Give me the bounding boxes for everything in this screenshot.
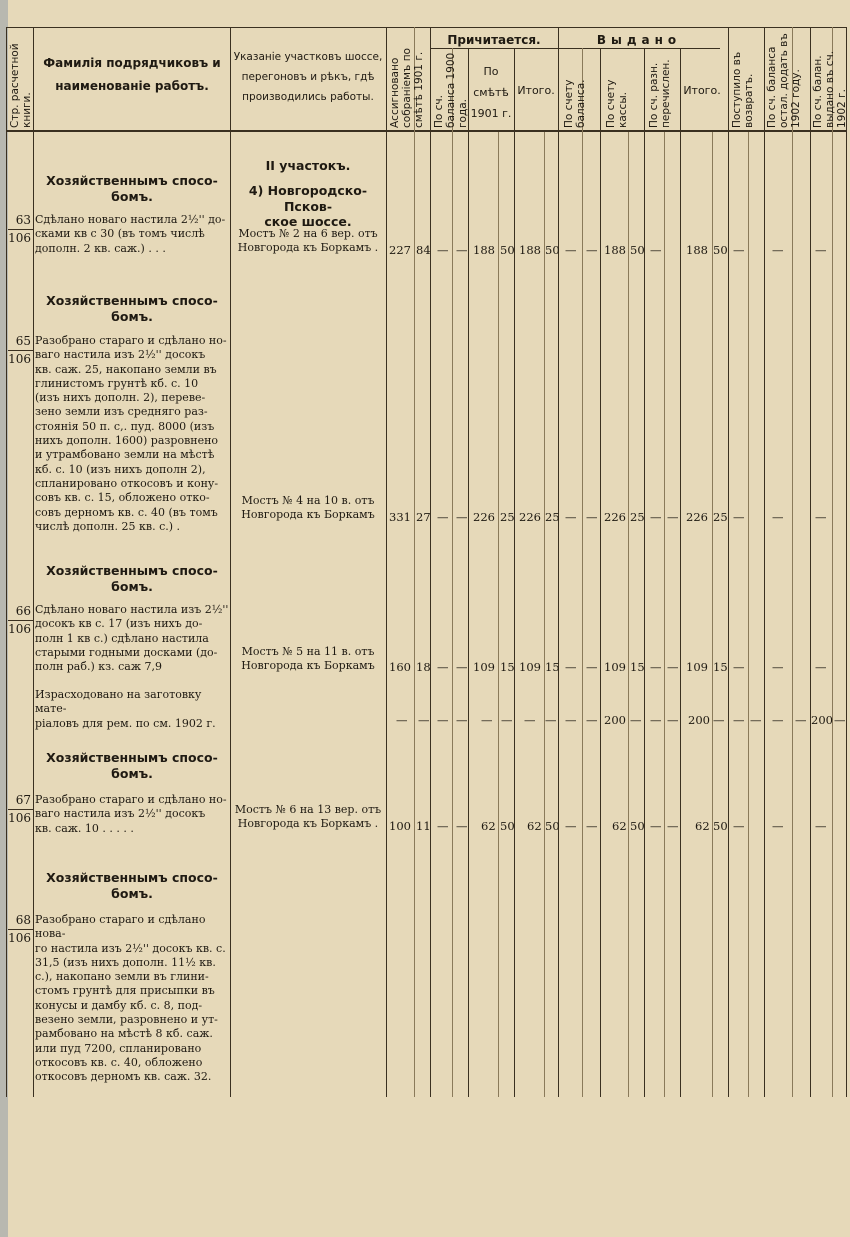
table-top-border (6, 27, 846, 28)
due-total-kopecks: 50 (545, 819, 560, 833)
paid-various-kopecks: — (667, 819, 679, 833)
header-paid-1902-col: По сч. балан. выдано въ сч. 1902 г. (812, 50, 849, 128)
col-line (414, 27, 415, 1097)
section-title: II участокъ. (265, 158, 351, 173)
due-total-rubles: 109 (519, 660, 541, 674)
entry-description: Сдѣлано новаго настила изъ 2½'' досокъ кв с. 17 (изъ нихъ до- полн 1 кв с.) сдѣлано настила старыми годными досками (до- полн раб.) кз. саж 7,9 (35, 603, 229, 674)
dash: — (772, 713, 784, 727)
assigned-rubles: 160 (389, 660, 411, 674)
due-total-rubles: 226 (519, 510, 541, 524)
paid-cash-kopecks: 50 (630, 243, 645, 257)
header-paid-various-col: По сч. разн. перечислен. (648, 59, 673, 128)
paid-balance-rubles: — (565, 510, 577, 524)
entry-page-top: 67 (15, 793, 31, 807)
entry-page-top: 66 (15, 604, 31, 618)
paid-various-rubles: — (650, 819, 662, 833)
due-total-kopecks: 25 (545, 510, 560, 524)
col-line (764, 27, 765, 1097)
paid-1902-value: 200 (811, 713, 833, 727)
col-line (628, 132, 629, 1097)
dash: — (795, 713, 807, 727)
header-contractors-col: Фамилія подрядчиковъ и наименованіе работъ. (43, 56, 221, 93)
entry-place: Мостъ № 5 на 11 в. отъ Новгорода къ Боркамъ (241, 645, 375, 673)
entry-page-top: 65 (15, 334, 31, 348)
page-fraction-line (8, 620, 34, 621)
dash: — (501, 713, 513, 727)
col-line (33, 27, 34, 1097)
paid-total-kopecks: — (713, 713, 725, 727)
col-line (664, 132, 665, 1097)
col-line (430, 27, 431, 1097)
col-line (792, 27, 793, 1097)
due-balance-kopecks: — (456, 660, 468, 674)
balance-1902-value: — (772, 660, 784, 674)
col-line (452, 48, 453, 1097)
col-line (386, 27, 387, 1097)
dash: — (396, 713, 408, 727)
road-title: 4) Новгородско-Псков- ское шоссе. (248, 183, 368, 230)
due-total-kopecks: 50 (545, 243, 560, 257)
assigned-kopecks: 11 (416, 819, 431, 833)
col-line (728, 27, 729, 1097)
dash: — (545, 713, 557, 727)
dash: — (586, 713, 598, 727)
paid-balance-kopecks: — (586, 243, 598, 257)
paid-total-kopecks: 15 (713, 660, 728, 674)
entry-place: Мостъ № 4 на 10 в. отъ Новгорода къ Боркамъ (241, 494, 375, 522)
entry-page-top: 68 (15, 913, 31, 927)
entry-page-bottom: 106 (8, 931, 31, 945)
paid-1902-value: — (815, 510, 827, 524)
paid-cash-rubles: 200 (604, 713, 626, 727)
entry-heading: Хозяйственнымъ спосо- бомъ. (46, 870, 218, 901)
paid-total-rubles: 200 (688, 713, 710, 727)
col-line (514, 48, 515, 1097)
paid-various-kopecks: — (667, 510, 679, 524)
paid-1902-value: — (815, 243, 827, 257)
paid-cash-rubles: 109 (604, 660, 626, 674)
dash: — (524, 713, 536, 727)
due-estimate-kopecks: 50 (500, 819, 515, 833)
entry-place: Мостъ № 2 на 6 вер. отъ Новгорода къ Боркамъ . (237, 227, 379, 255)
due-estimate-kopecks: 25 (500, 510, 515, 524)
returned-value: — (733, 660, 745, 674)
header-due-balance-col: По сч. баланса 1900 года. (433, 52, 470, 128)
due-estimate-rubles: 109 (473, 660, 495, 674)
col-line (846, 27, 847, 1097)
dash: — (667, 713, 679, 727)
due-total-rubles: 188 (519, 243, 541, 257)
paid-total-kopecks: 50 (713, 819, 728, 833)
col-line (600, 48, 601, 1097)
entry-page-top: 63 (15, 213, 31, 227)
paid-balance-rubles: — (565, 819, 577, 833)
entry-page-bottom: 106 (8, 352, 31, 366)
col-line (712, 132, 713, 1097)
paid-total-rubles: 62 (695, 819, 710, 833)
dash: — (437, 713, 449, 727)
entry-page-bottom: 106 (8, 231, 31, 245)
page-fraction-line (8, 929, 34, 930)
entry-page-bottom: 106 (8, 622, 31, 636)
due-total-rubles: 62 (527, 819, 542, 833)
col-line (558, 27, 559, 1097)
paid-cash-rubles: 226 (604, 510, 626, 524)
due-estimate-rubles: 62 (481, 819, 496, 833)
balance-1902-value: — (772, 510, 784, 524)
dash: — (456, 713, 468, 727)
due-estimate-rubles: 226 (473, 510, 495, 524)
returned-value: — (733, 819, 745, 833)
header-paid-cash-col: По счету кассы. (605, 79, 630, 128)
paid-cash-kopecks: 25 (630, 510, 645, 524)
paid-1902-value: — (815, 660, 827, 674)
paid-total-rubles: 226 (686, 510, 708, 524)
due-estimate-rubles: 188 (473, 243, 495, 257)
paid-total-rubles: 109 (686, 660, 708, 674)
col-line (644, 48, 645, 1097)
assigned-kopecks: 18 (416, 660, 431, 674)
entry-heading: Хозяйственнымъ спосо- бомъ. (46, 293, 218, 324)
dash: — (418, 713, 430, 727)
assigned-rubles: 331 (389, 510, 411, 524)
paid-balance-rubles: — (565, 660, 577, 674)
paid-balance-rubles: — (565, 243, 577, 257)
col-line (6, 27, 7, 1097)
due-balance-kopecks: — (456, 243, 468, 257)
paid-total-kopecks: 25 (713, 510, 728, 524)
col-line (582, 48, 583, 1097)
paid-cash-kopecks: 15 (630, 660, 645, 674)
header-assigned-col: Ассигновано собраніемъ по смѣтѣ 1901 г. (389, 48, 426, 128)
due-balance-rubles: — (437, 510, 449, 524)
page-fraction-line (8, 229, 34, 230)
col-line (468, 48, 469, 1097)
paid-cash-rubles: 188 (604, 243, 626, 257)
paid-total-kopecks: 50 (713, 243, 728, 257)
col-line (680, 48, 681, 1097)
returned-value: — (733, 510, 745, 524)
header-sections-col: Указаніе участковъ шоссе, перегоновъ и рѣкъ, гдѣ производились работы. (233, 51, 383, 103)
due-balance-rubles: — (437, 243, 449, 257)
page-fraction-line (8, 350, 34, 351)
dash: — (750, 713, 762, 727)
entry-heading: Хозяйственнымъ спосо- бомъ. (46, 750, 218, 781)
col-line (748, 132, 749, 1097)
dash: — (481, 713, 493, 727)
dash: — (733, 713, 745, 727)
paid-cash-rubles: 62 (612, 819, 627, 833)
due-total-kopecks: 15 (545, 660, 560, 674)
entry-heading: Хозяйственнымъ спосо- бомъ. (46, 173, 218, 204)
assigned-rubles: 100 (389, 819, 411, 833)
col-line (832, 27, 833, 1097)
paid-various-rubles: — (650, 660, 662, 674)
header-bottom-rule (6, 130, 846, 132)
due-balance-kopecks: — (456, 819, 468, 833)
balance-1902-value: — (772, 243, 784, 257)
header-returned-col: Поступило въ возвратъ. (731, 51, 756, 128)
entry-description: Разобрано стараго и сдѣлано нова- го настила изъ 2½'' досокъ кв. с. 31,5 (изъ нихъ дополн. 11½ кв. с.), накопано земли въ глини- стомъ грунтѣ для присыпки въ конусы и дамбу кб. с. 8, под- везено земли, разровнено и ут- рамбовано на мѣстѣ 8 кб. саж. или пуд 7200, спланировано откосовъ кв. с. 40, обложено откосовъ дерномъ кв. саж. 32. (35, 913, 226, 1084)
header-due-estimate-col: По смѣтѣ 1901 г. (470, 65, 512, 120)
col-line (498, 132, 499, 1097)
header-balance-1902-col: По сч. баланса остал. додать въ 1902 году. (766, 33, 803, 128)
paid-1902-value: — (815, 819, 827, 833)
due-balance-rubles: — (437, 819, 449, 833)
col-line (544, 132, 545, 1097)
paid-total-rubles: 188 (686, 243, 708, 257)
header-due-total-col: Итого. (517, 84, 555, 97)
paid-balance-kopecks: — (586, 510, 598, 524)
entry-description: Разобрано стараго и сдѣлано но- ваго настила изъ 2½'' досокъ кв. саж. 25, накопано земли въ глинистомъ грунтѣ кб. с. 10 (изъ нихъ дополн. 2), переве- зено земли изъ средняго раз- стоянія 50 п. с,. пуд. 8000 (изъ нихъ дополн. 1600) разровнено и утрамбовано земли на мѣстѣ кб. с. 10 (изъ нихъ дополн 2), спланировано откосовъ и кону- совъ кв. с. 15, обложено отко- совъ дерномъ кв. с. 40 (въ томъ числѣ дополн. 25 кв. с.) . (35, 334, 227, 533)
paid-balance-kopecks: — (586, 660, 598, 674)
header-due-group: Причитается. (447, 33, 541, 47)
dash: — (650, 713, 662, 727)
paid-various-rubles: — (650, 510, 662, 524)
paid-cash-kopecks: 50 (630, 819, 645, 833)
col-line (810, 27, 811, 1097)
paid-various-rubles: — (650, 243, 662, 257)
paid-balance-kopecks: — (586, 819, 598, 833)
dash: — (565, 713, 577, 727)
paid-various-kopecks: — (667, 660, 679, 674)
header-paid-total-col: Итого. (683, 84, 721, 97)
entry-heading: Хозяйственнымъ спосо- бомъ. (46, 563, 218, 594)
materials-description: Израсходовано на заготовку мате- ріаловъ для рем. по см. 1902 г. (35, 688, 216, 730)
entry-place: Мостъ № 6 на 13 вер. отъ Новгорода къ Боркамъ . (234, 803, 382, 831)
assigned-kopecks: 27 (416, 510, 431, 524)
paid-cash-kopecks: — (630, 713, 642, 727)
assigned-kopecks: 84 (416, 243, 431, 257)
due-estimate-kopecks: 15 (500, 660, 515, 674)
header-page-col: Стр. расчетной книги. (9, 43, 34, 128)
header-paid-balance-col: По счету баланса. (563, 79, 588, 128)
balance-1902-value: — (772, 819, 784, 833)
assigned-rubles: 227 (389, 243, 411, 257)
entry-page-bottom: 106 (8, 811, 31, 825)
due-balance-kopecks: — (456, 510, 468, 524)
page-fraction-line (8, 809, 34, 810)
dash: — (834, 713, 846, 727)
entry-description: Сдѣлано новаго настила 2½'' до- сками кв с 30 (въ томъ числѣ дополн. 2 кв. саж.) . . . (35, 213, 226, 255)
header-paid-group: Выдано (596, 33, 682, 47)
due-estimate-kopecks: 50 (500, 243, 515, 257)
entry-description: Разобрано стараго и сдѣлано но- ваго настила изъ 2½'' досокъ кв. саж. 10 . . . . . (35, 793, 227, 835)
due-balance-rubles: — (437, 660, 449, 674)
returned-value: — (733, 243, 745, 257)
